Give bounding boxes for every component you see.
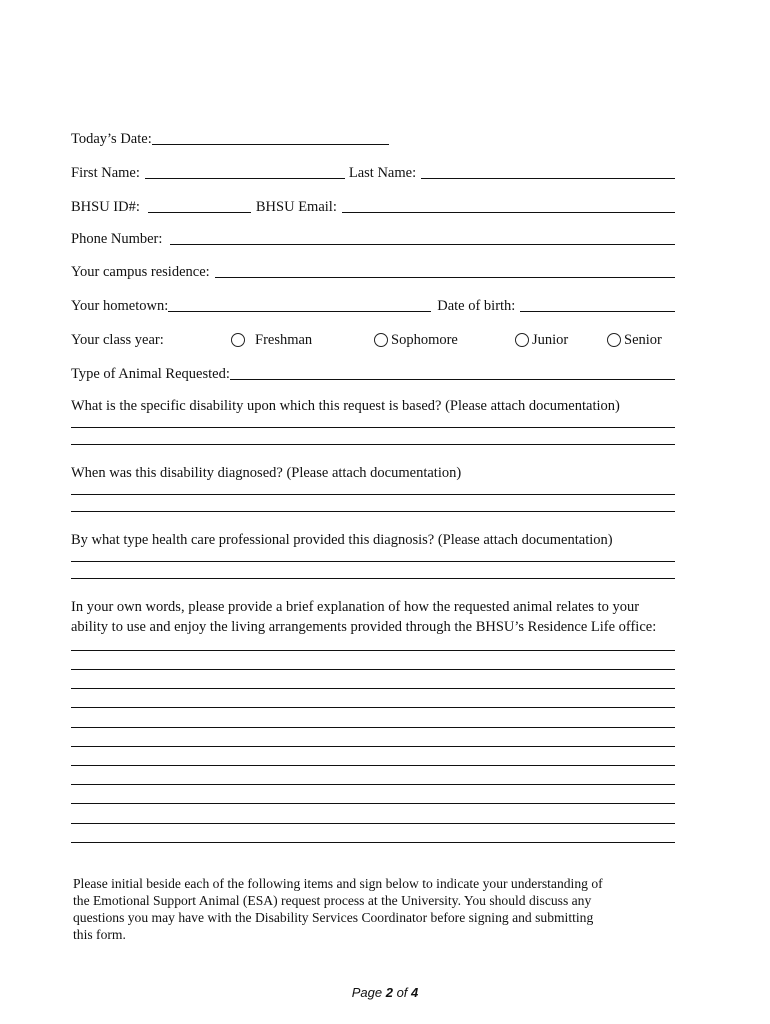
dob-field[interactable] xyxy=(520,311,675,312)
answer-line[interactable] xyxy=(71,842,675,843)
question-diagnosed-when: When was this disability diagnosed? (Please attach documentation) xyxy=(71,465,462,481)
bhsu-email-field[interactable] xyxy=(342,212,675,213)
answer-line[interactable] xyxy=(71,727,675,728)
question-explanation xyxy=(71,597,691,637)
answer-line[interactable] xyxy=(71,765,675,766)
answer-line[interactable] xyxy=(71,494,675,495)
instructions-line: questions you may have with the Disability Services Coordinator before signing and submitting xyxy=(73,910,594,925)
animal-type-row xyxy=(71,363,675,383)
bhsu-email-label: BHSU Email: xyxy=(255,199,337,215)
footer-page-word: Page xyxy=(351,985,383,1000)
animal-type-field[interactable] xyxy=(230,379,675,380)
hometown-label: Your hometown: xyxy=(71,298,169,314)
answer-line[interactable] xyxy=(71,746,675,747)
answer-line[interactable] xyxy=(71,427,675,428)
animal-type-label: Type of Animal Requested: xyxy=(71,366,230,382)
instructions-line: Please initial beside each of the following items and sign below to indicate your understanding of xyxy=(73,876,603,891)
class-year-option-label: Junior xyxy=(532,332,569,348)
bhsu-id-label: BHSU ID#: xyxy=(71,199,140,215)
last-name-label: Last Name: xyxy=(348,165,417,181)
todays-date-label: Today’s Date: xyxy=(71,131,152,147)
radio-circle-icon[interactable] xyxy=(231,333,245,347)
class-year-option-label: Freshman xyxy=(255,332,313,348)
campus-residence-label: Your campus residence: xyxy=(71,264,210,280)
page-footer xyxy=(0,985,770,1000)
phone-row xyxy=(71,228,675,248)
campus-residence-row xyxy=(71,261,675,281)
footer-total-pages: 4 xyxy=(411,985,419,1000)
answer-line[interactable] xyxy=(71,707,675,708)
answer-line[interactable] xyxy=(71,688,675,689)
last-name-field[interactable] xyxy=(421,178,675,179)
name-row xyxy=(71,162,675,182)
answer-line[interactable] xyxy=(71,803,675,804)
radio-circle-icon[interactable] xyxy=(374,333,388,347)
answer-line[interactable] xyxy=(71,444,675,445)
instructions-line: this form. xyxy=(73,927,126,942)
footer-current-page: 2 xyxy=(385,985,393,1000)
answer-line[interactable] xyxy=(71,578,675,579)
class-year-label: Your class year: xyxy=(71,332,164,348)
hometown-field[interactable] xyxy=(168,311,431,312)
question-explanation-line: ability to use and enjoy the living arrangements provided through the BHSU’s Residence Life office: xyxy=(71,619,657,635)
radio-circle-icon[interactable] xyxy=(515,333,529,347)
instructions-line: the Emotional Support Animal (ESA) request process at the University. You should discuss any xyxy=(73,893,592,908)
question-professional: By what type health care professional provided this diagnosis? (Please attach documentation) xyxy=(71,532,613,548)
radio-circle-icon[interactable] xyxy=(607,333,621,347)
phone-field[interactable] xyxy=(170,244,675,245)
class-year-option-junior[interactable] xyxy=(515,331,607,349)
answer-line[interactable] xyxy=(71,650,675,651)
class-year-option-freshman[interactable] xyxy=(231,331,374,349)
class-year-row xyxy=(71,329,675,349)
campus-residence-field[interactable] xyxy=(215,277,675,278)
hometown-row xyxy=(71,295,675,315)
first-name-label: First Name: xyxy=(71,165,140,181)
answer-line[interactable] xyxy=(71,823,675,824)
answer-line[interactable] xyxy=(71,511,675,512)
instructions-paragraph xyxy=(73,875,683,943)
id-email-row xyxy=(71,196,675,216)
todays-date-field[interactable] xyxy=(152,144,389,145)
answer-line[interactable] xyxy=(71,669,675,670)
answer-line[interactable] xyxy=(71,784,675,785)
class-year-option-senior[interactable] xyxy=(607,331,662,349)
class-year-option-sophomore[interactable] xyxy=(374,331,515,349)
question-explanation-line: In your own words, please provide a brief explanation of how the requested animal relates to your xyxy=(71,599,640,615)
answer-line[interactable] xyxy=(71,561,675,562)
question-disability: What is the specific disability upon which this request is based? (Please attach documentation) xyxy=(71,398,620,414)
dob-label: Date of birth: xyxy=(437,298,516,314)
phone-label: Phone Number: xyxy=(71,231,163,247)
todays-date-row xyxy=(71,128,675,148)
class-year-option-label: Senior xyxy=(624,332,662,348)
bhsu-id-field[interactable] xyxy=(148,212,251,213)
class-year-option-label: Sophomore xyxy=(391,332,458,348)
footer-of-word: of xyxy=(396,985,408,1000)
first-name-field[interactable] xyxy=(145,178,345,179)
